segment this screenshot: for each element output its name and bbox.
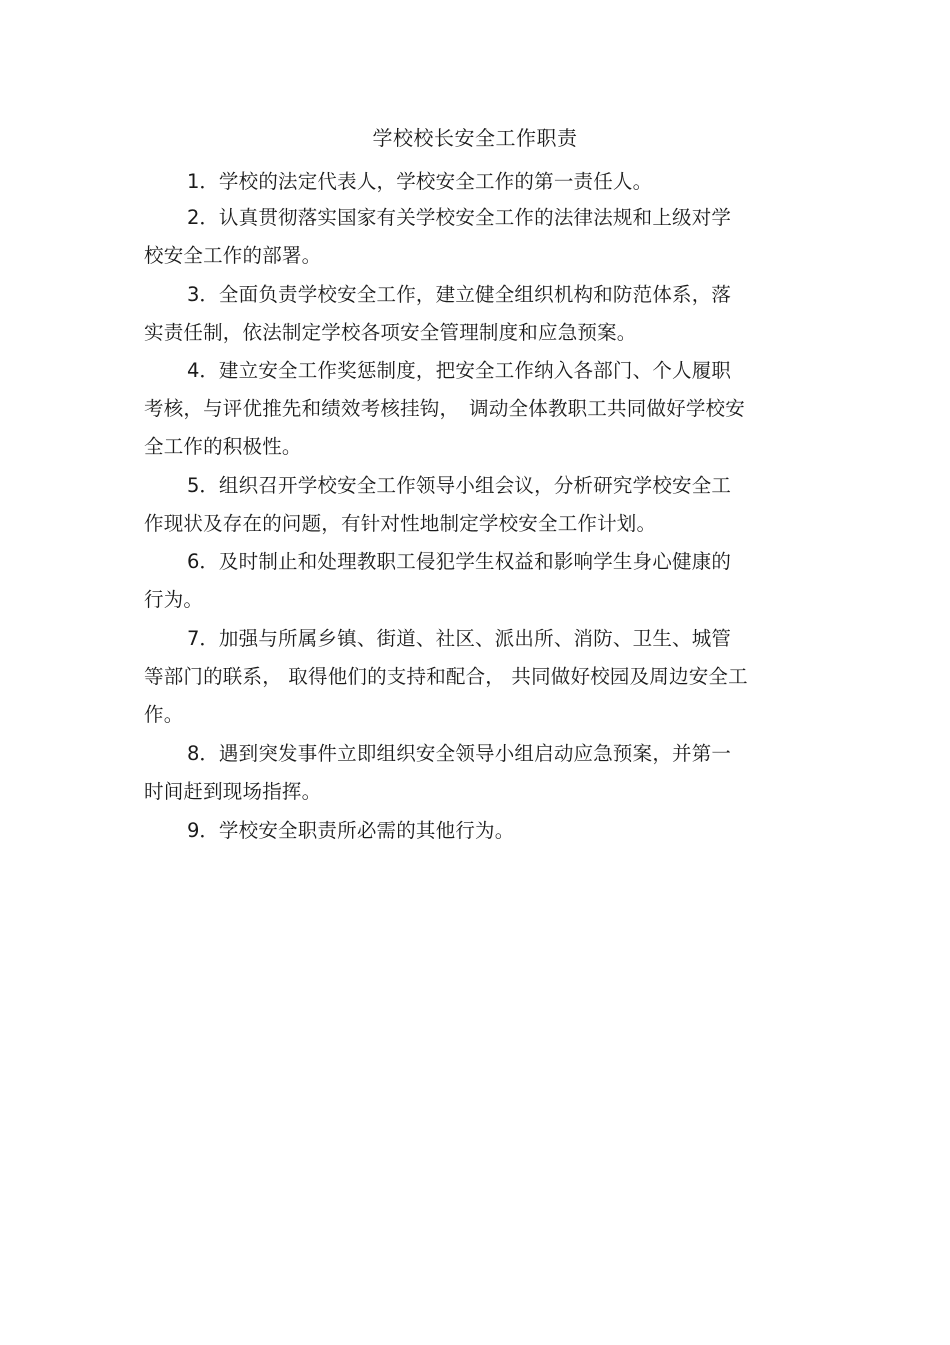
clause-4-line-2: 考核，与评优推先和绩效考核挂钩， 调动全体教职工共同做好学校安 [144, 397, 745, 420]
clause-8-line-2: 时间赶到现场指挥。 [144, 780, 322, 803]
clause-1 [144, 163, 792, 201]
clause-5-line-2: 作现状及存在的问题，有针对性地制定学校安全工作计划。 [144, 512, 657, 535]
clause-9 [144, 812, 792, 850]
clause-6-line-1 [144, 543, 792, 581]
clause-5-number: 5． [187, 474, 219, 497]
clause-3-text-1: 全面负责学校安全工作，建立健全组织机构和防范体系，落 [218, 283, 732, 306]
clause-1-line-1 [144, 163, 792, 201]
clause-2-number: 2． [187, 206, 219, 229]
clause-4-text-1: 建立安全工作奖惩制度，把安全工作纳入各部门、个人履职 [218, 359, 732, 382]
clause-7-number: 7． [187, 627, 219, 650]
clause-4-line-1 [144, 352, 792, 390]
clause-4 [144, 352, 792, 466]
clause-3-line-2: 实责任制，依法制定学校各项安全管理制度和应急预案。 [144, 321, 637, 344]
clause-2 [144, 199, 792, 275]
clause-6-number: 6． [187, 550, 219, 573]
clause-7 [144, 620, 792, 734]
clause-9-line-1 [144, 812, 792, 850]
clause-2-line-2: 校安全工作的部署。 [144, 244, 322, 267]
clause-3 [144, 276, 792, 352]
clause-6 [144, 543, 792, 619]
clause-8-number: 8． [187, 742, 219, 765]
clause-1-number: 1． [187, 170, 219, 193]
clause-5-text-1: 组织召开学校安全工作领导小组会议，分析研究学校安全工 [218, 474, 732, 497]
clause-7-text-1: 加强与所属乡镇、街道、社区、派出所、消防、卫生、城管 [218, 627, 732, 650]
clause-2-line-1 [144, 199, 792, 237]
clause-6-line-2: 行为。 [144, 588, 204, 611]
clause-3-line-1 [144, 276, 792, 314]
clause-5-line-1 [144, 467, 792, 505]
clause-1-text-1: 学校的法定代表人，学校安全工作的第一责任人。 [218, 170, 653, 193]
clause-7-line-3: 作。 [144, 703, 184, 726]
clause-7-line-2: 等部门的联系， 取得他们的支持和配合， 共同做好校园及周边安全工 [144, 665, 748, 688]
clause-4-line-3: 全工作的积极性。 [144, 435, 302, 458]
clause-2-text-1: 认真贯彻落实国家有关学校安全工作的法律法规和上级对学 [218, 206, 732, 229]
clause-4-number: 4． [187, 359, 219, 382]
clause-8-line-1 [144, 735, 792, 773]
clause-3-number: 3． [187, 283, 219, 306]
document-title: 学校校长安全工作职责 [372, 126, 578, 150]
clause-5 [144, 467, 792, 543]
clause-9-number: 9． [187, 819, 219, 842]
clause-8 [144, 735, 792, 811]
clause-6-text-1: 及时制止和处理教职工侵犯学生权益和影响学生身心健康的 [218, 550, 732, 573]
clause-9-text-1: 学校安全职责所必需的其他行为。 [218, 819, 515, 842]
clause-8-text-1: 遇到突发事件立即组织安全领导小组启动应急预案，并第一 [218, 742, 732, 765]
clause-7-line-1 [144, 620, 792, 658]
